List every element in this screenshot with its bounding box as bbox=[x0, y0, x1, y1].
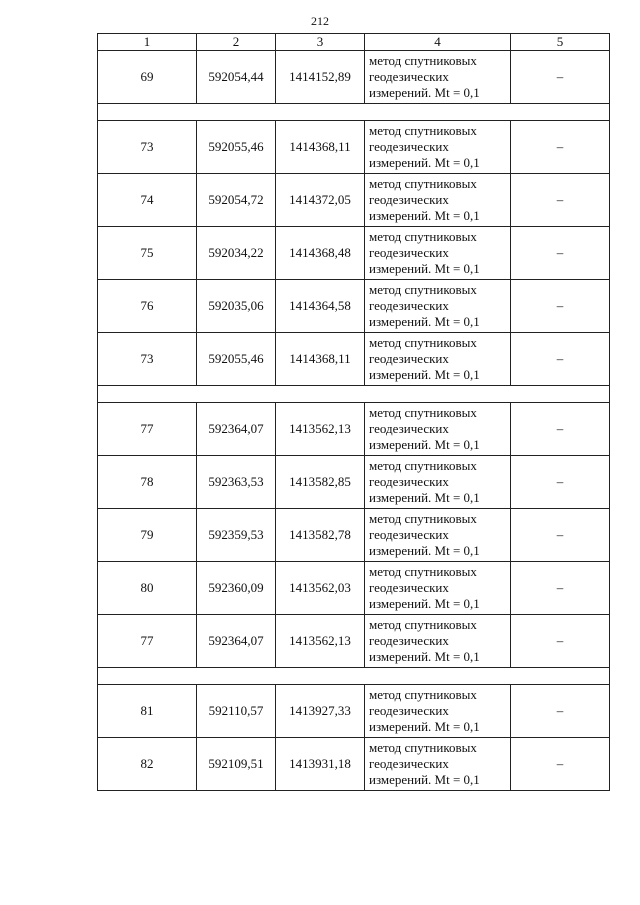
method-line: измерений. Mt = 0,1 bbox=[369, 719, 480, 734]
x-coordinate-cell: 592034,22 bbox=[197, 227, 276, 280]
table-row bbox=[98, 562, 610, 615]
point-number-cell: 76 bbox=[98, 280, 197, 333]
point-number-cell: 81 bbox=[98, 685, 197, 738]
note-cell: – bbox=[511, 333, 610, 386]
y-coordinate-cell: 1414364,58 bbox=[276, 280, 365, 333]
y-coordinate-cell: 1413582,78 bbox=[276, 509, 365, 562]
y-coordinate-cell: 1414368,11 bbox=[276, 333, 365, 386]
method-line: геодезических bbox=[369, 421, 449, 436]
point-number-cell: 79 bbox=[98, 509, 197, 562]
method-line: измерений. Mt = 0,1 bbox=[369, 596, 480, 611]
x-coordinate-cell: 592364,07 bbox=[197, 615, 276, 668]
table-row bbox=[98, 685, 610, 738]
point-number-cell: 77 bbox=[98, 403, 197, 456]
method-line: геодезических bbox=[369, 351, 449, 366]
x-coordinate-cell: 592054,72 bbox=[197, 174, 276, 227]
y-coordinate-cell: 1414372,05 bbox=[276, 174, 365, 227]
x-coordinate-cell: 592360,09 bbox=[197, 562, 276, 615]
table-row bbox=[98, 615, 610, 668]
table-row bbox=[98, 509, 610, 562]
point-number-cell: 80 bbox=[98, 562, 197, 615]
method-line: геодезических bbox=[369, 703, 449, 718]
method-cell bbox=[365, 227, 511, 280]
method-line: геодезических bbox=[369, 580, 449, 595]
method-line: метод спутниковых bbox=[369, 282, 477, 297]
method-line: измерений. Mt = 0,1 bbox=[369, 437, 480, 452]
method-cell bbox=[365, 509, 511, 562]
method-line: измерений. Mt = 0,1 bbox=[369, 367, 480, 382]
method-line: геодезических bbox=[369, 245, 449, 260]
point-number-cell: 69 bbox=[98, 51, 197, 104]
method-line: метод спутниковых bbox=[369, 617, 477, 632]
table-row bbox=[98, 174, 610, 227]
header-col-5: 5 bbox=[511, 34, 610, 51]
method-cell bbox=[365, 403, 511, 456]
coordinates-table bbox=[97, 33, 610, 791]
method-line: метод спутниковых bbox=[369, 564, 477, 579]
method-line: измерений. Mt = 0,1 bbox=[369, 772, 480, 787]
method-cell bbox=[365, 685, 511, 738]
y-coordinate-cell: 1413562,03 bbox=[276, 562, 365, 615]
header-col-1: 1 bbox=[98, 34, 197, 51]
method-line: метод спутниковых bbox=[369, 511, 477, 526]
separator-cell bbox=[98, 104, 610, 121]
note-cell: – bbox=[511, 227, 610, 280]
table-row bbox=[98, 456, 610, 509]
method-line: геодезических bbox=[369, 69, 449, 84]
y-coordinate-cell: 1414152,89 bbox=[276, 51, 365, 104]
table-body bbox=[98, 51, 610, 791]
note-cell: – bbox=[511, 51, 610, 104]
method-cell bbox=[365, 280, 511, 333]
note-cell: – bbox=[511, 562, 610, 615]
method-line: геодезических bbox=[369, 527, 449, 542]
method-line: метод спутниковых bbox=[369, 458, 477, 473]
note-cell: – bbox=[511, 615, 610, 668]
method-cell bbox=[365, 174, 511, 227]
table-row bbox=[98, 738, 610, 791]
method-line: измерений. Mt = 0,1 bbox=[369, 155, 480, 170]
note-cell: – bbox=[511, 456, 610, 509]
y-coordinate-cell: 1413562,13 bbox=[276, 615, 365, 668]
y-coordinate-cell: 1413931,18 bbox=[276, 738, 365, 791]
method-line: измерений. Mt = 0,1 bbox=[369, 543, 480, 558]
x-coordinate-cell: 592054,44 bbox=[197, 51, 276, 104]
method-cell bbox=[365, 562, 511, 615]
method-cell bbox=[365, 615, 511, 668]
method-cell bbox=[365, 738, 511, 791]
method-line: метод спутниковых bbox=[369, 123, 477, 138]
note-cell: – bbox=[511, 280, 610, 333]
method-line: геодезических bbox=[369, 474, 449, 489]
separator-cell bbox=[98, 668, 610, 685]
method-line: метод спутниковых bbox=[369, 335, 477, 350]
table-row bbox=[98, 51, 610, 104]
table-header-row bbox=[98, 34, 610, 51]
method-line: геодезических bbox=[369, 139, 449, 154]
x-coordinate-cell: 592364,07 bbox=[197, 403, 276, 456]
point-number-cell: 78 bbox=[98, 456, 197, 509]
point-number-cell: 75 bbox=[98, 227, 197, 280]
method-line: геодезических bbox=[369, 633, 449, 648]
header-col-4: 4 bbox=[365, 34, 511, 51]
method-line: метод спутниковых bbox=[369, 229, 477, 244]
table-row bbox=[98, 333, 610, 386]
note-cell: – bbox=[511, 509, 610, 562]
method-cell bbox=[365, 121, 511, 174]
table-row bbox=[98, 403, 610, 456]
method-line: измерений. Mt = 0,1 bbox=[369, 208, 480, 223]
method-line: метод спутниковых bbox=[369, 176, 477, 191]
y-coordinate-cell: 1414368,48 bbox=[276, 227, 365, 280]
method-line: метод спутниковых bbox=[369, 53, 477, 68]
point-number-cell: 73 bbox=[98, 333, 197, 386]
point-number-cell: 74 bbox=[98, 174, 197, 227]
x-coordinate-cell: 592359,53 bbox=[197, 509, 276, 562]
page-number: 212 bbox=[311, 14, 329, 28]
note-cell: – bbox=[511, 738, 610, 791]
method-line: геодезических bbox=[369, 192, 449, 207]
point-number-cell: 73 bbox=[98, 121, 197, 174]
point-number-cell: 82 bbox=[98, 738, 197, 791]
method-line: измерений. Mt = 0,1 bbox=[369, 85, 480, 100]
method-cell bbox=[365, 51, 511, 104]
y-coordinate-cell: 1413562,13 bbox=[276, 403, 365, 456]
x-coordinate-cell: 592109,51 bbox=[197, 738, 276, 791]
method-cell bbox=[365, 333, 511, 386]
x-coordinate-cell: 592055,46 bbox=[197, 333, 276, 386]
method-line: метод спутниковых bbox=[369, 687, 477, 702]
x-coordinate-cell: 592110,57 bbox=[197, 685, 276, 738]
table-row bbox=[98, 280, 610, 333]
note-cell: – bbox=[511, 403, 610, 456]
x-coordinate-cell: 592363,53 bbox=[197, 456, 276, 509]
separator-cell bbox=[98, 386, 610, 403]
y-coordinate-cell: 1413582,85 bbox=[276, 456, 365, 509]
table-separator-row bbox=[98, 104, 610, 121]
y-coordinate-cell: 1414368,11 bbox=[276, 121, 365, 174]
method-line: метод спутниковых bbox=[369, 740, 477, 755]
note-cell: – bbox=[511, 685, 610, 738]
method-line: метод спутниковых bbox=[369, 405, 477, 420]
method-line: измерений. Mt = 0,1 bbox=[369, 649, 480, 664]
y-coordinate-cell: 1413927,33 bbox=[276, 685, 365, 738]
note-cell: – bbox=[511, 174, 610, 227]
header-col-3: 3 bbox=[276, 34, 365, 51]
x-coordinate-cell: 592055,46 bbox=[197, 121, 276, 174]
x-coordinate-cell: 592035,06 bbox=[197, 280, 276, 333]
table-row bbox=[98, 227, 610, 280]
header-col-2: 2 bbox=[197, 34, 276, 51]
table-separator-row bbox=[98, 668, 610, 685]
method-line: геодезических bbox=[369, 756, 449, 771]
method-line: геодезических bbox=[369, 298, 449, 313]
method-line: измерений. Mt = 0,1 bbox=[369, 261, 480, 276]
table-separator-row bbox=[98, 386, 610, 403]
point-number-cell: 77 bbox=[98, 615, 197, 668]
note-cell: – bbox=[511, 121, 610, 174]
method-line: измерений. Mt = 0,1 bbox=[369, 490, 480, 505]
method-line: измерений. Mt = 0,1 bbox=[369, 314, 480, 329]
table-row bbox=[98, 121, 610, 174]
method-cell bbox=[365, 456, 511, 509]
